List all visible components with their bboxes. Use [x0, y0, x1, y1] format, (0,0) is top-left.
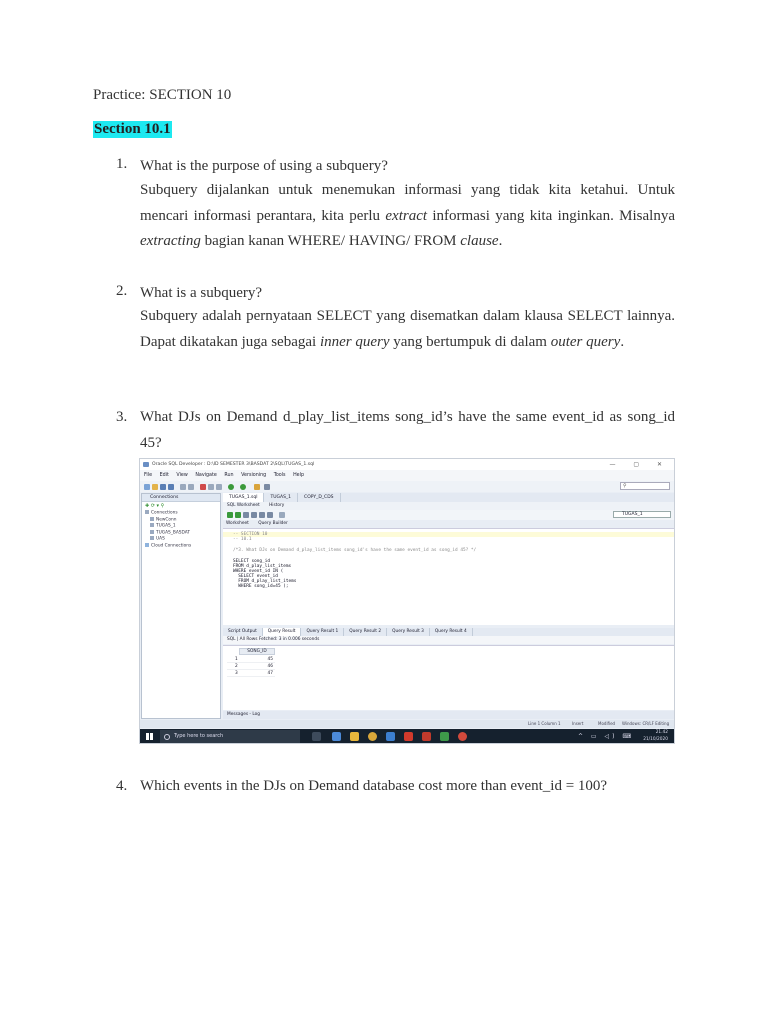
save-all-icon[interactable]: [168, 484, 174, 490]
section-heading: Section 10.1: [94, 121, 171, 137]
window-controls[interactable]: — ▢ ✕: [609, 461, 670, 468]
menu-item[interactable]: Tools: [273, 473, 286, 478]
sql-developer-app-icon: [143, 462, 149, 467]
database-icon: [150, 536, 154, 540]
windows-taskbar: [140, 729, 674, 744]
tab-query-builder[interactable]: Query Builder: [258, 521, 288, 526]
connections-tab[interactable]: Connections: [142, 494, 220, 502]
rollback-icon[interactable]: [251, 512, 257, 518]
tab-history[interactable]: History: [269, 503, 285, 508]
open-folder-icon[interactable]: [152, 484, 158, 490]
answer-text: .: [498, 233, 503, 249]
worksheet-toolbar: [223, 510, 674, 520]
main-toolbar: [140, 481, 674, 492]
undo-icon[interactable]: [180, 484, 186, 490]
line-ending: Windows: CR/LF Editing: [622, 721, 670, 726]
tab-query-result-2[interactable]: Query Result 2: [344, 628, 387, 636]
table-row[interactable]: [227, 663, 275, 670]
code-line: /*3. What DJs on Demand d_play_list_items song_id's have the same event_id as song_id 45? */: [233, 548, 477, 553]
mail-icon[interactable]: [386, 732, 395, 741]
sql-editor[interactable]: [223, 528, 674, 625]
connection-selector[interactable]: TUGAS_1: [613, 511, 671, 518]
connections-pane: [141, 493, 221, 719]
question-text: What is the purpose of using a subquery?: [140, 158, 388, 174]
db-icon[interactable]: [254, 484, 260, 490]
answer-paragraph: [140, 178, 675, 255]
messages-log-tab[interactable]: Messages - Log: [223, 711, 674, 719]
clock-date: 21/10/2020: [643, 736, 668, 742]
camera-app-icon[interactable]: [332, 732, 341, 741]
window-title: Oracle SQL Developer : D:\ID SEMESTER 3\BASDAT 2\SQL\TUGAS_1.sql: [152, 462, 315, 467]
question-text: What DJs on Demand d_play_list_items song_id’s have the same event_id as song_id 45?: [140, 409, 675, 451]
answer-paragraph: [140, 304, 675, 355]
cell-song-id: 45: [267, 657, 273, 662]
code-line: SELECT event_id: [233, 574, 278, 579]
answer-text: Subquery dijalankan untuk menemukan informasi yang tidak kita ketahui. Untuk mencari informasi perantara, kita perlu: [140, 182, 675, 224]
results-status: SQL | All Rows Fetched: 3 in 0.006 seconds: [223, 636, 674, 644]
code-line: FROM d_play_list_items: [233, 579, 297, 584]
task-view-icon[interactable]: [312, 732, 321, 741]
clear-icon[interactable]: [279, 512, 285, 518]
question-text: What is a subquery?: [140, 285, 263, 301]
code-line: WHERE song_id=45 );: [233, 584, 289, 589]
tree-label: NewConn: [156, 517, 177, 522]
search-input[interactable]: ⚲: [620, 482, 670, 490]
tab-worksheet[interactable]: Worksheet: [226, 521, 249, 526]
status-bar: [140, 720, 674, 728]
run-script-icon[interactable]: [235, 512, 241, 518]
cut-icon[interactable]: [200, 484, 206, 490]
table-row[interactable]: [227, 656, 275, 663]
database-icon: [150, 517, 154, 521]
question-text: Which events in the DJs on Demand database cost more than event_id = 100?: [140, 778, 608, 794]
menu-item[interactable]: Run: [224, 473, 234, 478]
tree-label: UAS: [156, 536, 165, 542]
tab-sql-worksheet[interactable]: SQL Worksheet: [227, 503, 260, 508]
row-number: 2: [235, 664, 238, 669]
save-icon[interactable]: [160, 484, 166, 490]
system-tray-icons[interactable]: ^ ▭ ◁) ⌨: [577, 733, 634, 740]
answer-text: informasi yang kita inginkan. Misalnya: [427, 207, 675, 224]
question-number: 1.: [116, 156, 128, 172]
code-line: -- SECTION 10: [223, 532, 674, 537]
database-icon: [150, 523, 154, 527]
menu-item[interactable]: Edit: [159, 473, 169, 478]
answer-text: yang bertumpuk di dalam: [389, 333, 551, 350]
document-title: Practice: SECTION 10: [93, 87, 232, 103]
taskbar-search[interactable]: Type here to search: [160, 730, 300, 743]
code-line: SELECT song_id: [233, 559, 271, 564]
answer-text: Subquery adalah pernyataan SELECT yang disematkan dalam klausa SELECT lainnya. Dapat dikatakan juga sebagai: [140, 308, 675, 350]
worksheet-subtabs: [223, 502, 674, 510]
menu-item[interactable]: Navigate: [195, 473, 217, 478]
code-line: -- 10.1: [233, 537, 252, 542]
autotrace-icon[interactable]: [267, 512, 273, 518]
acrobat-icon[interactable]: [404, 732, 413, 741]
tab-query-result-3[interactable]: Query Result 3: [387, 628, 430, 636]
answer-emphasis: outer query: [550, 333, 621, 350]
tab-copy-d-cds[interactable]: COPY_D_CDS: [298, 493, 340, 502]
tree-label: TUGAS_1: [156, 523, 176, 529]
worksheet-tabs: [223, 520, 674, 528]
cell-song-id: 46: [267, 664, 273, 669]
row-number: 1: [235, 657, 238, 662]
column-header[interactable]: SONG_ID: [239, 648, 275, 655]
cell-song-id: 47: [267, 671, 273, 676]
file-explorer-icon[interactable]: [350, 732, 359, 741]
menu-item[interactable]: View: [176, 473, 188, 478]
media-app-icon[interactable]: [458, 732, 467, 741]
tab-query-result-1[interactable]: Query Result 1: [301, 628, 344, 636]
sql-app-icon[interactable]: [422, 732, 431, 741]
run-statement-icon[interactable]: [227, 512, 233, 518]
answer-text: .: [620, 333, 625, 350]
new-file-icon[interactable]: [144, 484, 150, 490]
modified-status: Modified: [598, 721, 616, 726]
tree-label: Cloud Connections: [151, 543, 192, 548]
windows-start-icon[interactable]: [146, 733, 153, 740]
question-number: 2.: [116, 283, 128, 299]
clock-time: 21.42: [655, 730, 668, 735]
tree-label: TUGAS_BASDAT: [156, 530, 190, 535]
store-icon[interactable]: [440, 732, 449, 741]
menu-bar: [140, 470, 674, 481]
tools-icon[interactable]: [264, 484, 270, 490]
forward-icon[interactable]: [240, 484, 246, 490]
table-row[interactable]: [227, 670, 275, 677]
database-icon: [150, 530, 154, 534]
menu-item[interactable]: Help: [293, 473, 304, 478]
answer-emphasis: inner query: [319, 333, 390, 350]
window-titlebar: [140, 459, 674, 470]
tab-tugas-1[interactable]: TUGAS_1: [264, 493, 298, 502]
question-number: 4.: [116, 778, 128, 794]
menu-item[interactable]: File: [144, 473, 153, 478]
taskbar-clock[interactable]: [643, 730, 668, 743]
tree-item-cloud-connections[interactable]: [142, 543, 220, 550]
tree-label: Connections: [151, 510, 178, 516]
connections-toolbar[interactable]: ✚ ⟳ ▾ ⚲: [145, 503, 165, 509]
tab-script-output[interactable]: Script Output: [223, 628, 263, 636]
answer-text: bagian kanan WHERE/ HAVING/ FROM: [200, 233, 461, 249]
chrome-icon[interactable]: [368, 732, 377, 741]
explain-plan-icon[interactable]: [259, 512, 265, 518]
tab-tugas-1-sql[interactable]: TUGAS_1.sql: [223, 493, 264, 502]
cloud-icon: [145, 543, 149, 547]
copy-icon[interactable]: [208, 484, 214, 490]
code-line: FROM d_play_list_items: [233, 564, 292, 569]
paste-icon[interactable]: [216, 484, 222, 490]
back-icon[interactable]: [228, 484, 234, 490]
insert-mode: Insert: [572, 721, 584, 726]
editor-tabs: [223, 493, 674, 502]
commit-icon[interactable]: [243, 512, 249, 518]
menu-item[interactable]: Versioning: [241, 473, 267, 478]
tab-query-result[interactable]: Query Result: [263, 628, 302, 636]
results-tabs: [223, 628, 674, 636]
sql-developer-screenshot: [139, 458, 675, 744]
redo-icon[interactable]: [188, 484, 194, 490]
folder-icon: [145, 510, 149, 514]
results-grid: [223, 645, 674, 710]
answer-emphasis: clause: [460, 233, 499, 249]
answer-emphasis: extracting: [140, 233, 201, 249]
row-number: 3: [235, 671, 238, 676]
answer-emphasis: extract: [385, 207, 428, 224]
tab-query-result-4[interactable]: Query Result 4: [430, 628, 473, 636]
question-number: 3.: [116, 409, 128, 425]
cursor-position: Line 1 Column 1: [528, 721, 561, 726]
code-line: WHERE event_id IN (: [233, 569, 284, 574]
